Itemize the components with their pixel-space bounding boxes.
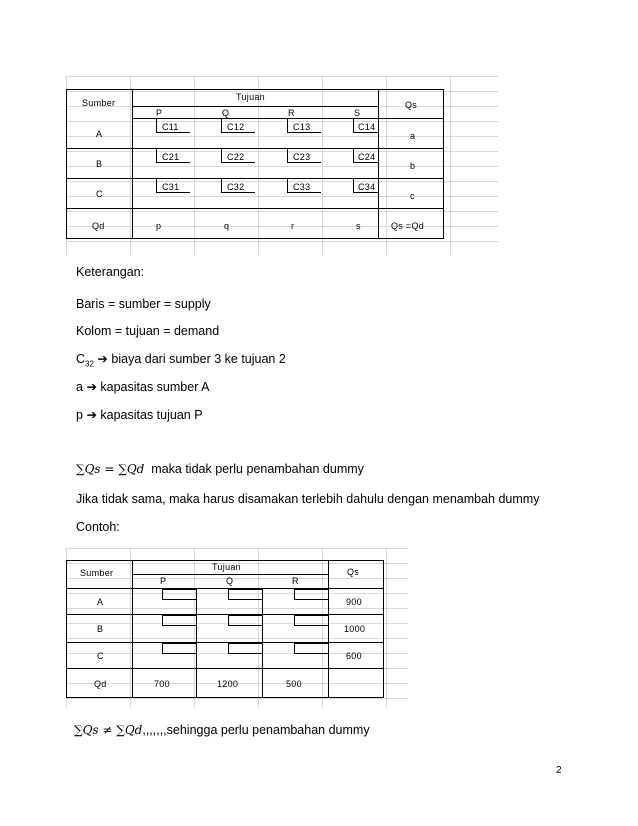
cost-cell: C21 xyxy=(162,152,180,162)
demand-r: r xyxy=(291,221,295,231)
row-label-c: C xyxy=(96,189,103,199)
cost-cell: C23 xyxy=(293,152,311,162)
arrow-icon: ➔ xyxy=(97,352,108,366)
demand-q: q xyxy=(224,221,230,231)
dest-col-p: P xyxy=(160,576,167,586)
contoh-label: Contoh: xyxy=(76,520,120,534)
keterangan-line-3: $C_{32}$ ➔ biaya dari sumber 3 ke tujuan 2 xyxy=(76,352,286,369)
dest-col-s: S xyxy=(354,108,361,118)
qs-equals-qd: Qs =Qd xyxy=(391,221,425,231)
arrow-icon: ➔ xyxy=(86,380,97,394)
row-label-b: B xyxy=(96,159,103,169)
cost-cell: C12 xyxy=(227,122,245,132)
demand-q: 1200 xyxy=(217,679,239,689)
qd-label: Qd xyxy=(94,679,107,689)
arrow-icon: ➔ xyxy=(86,408,97,422)
keterangan-line-2: Kolom = tujuan = demand xyxy=(76,324,220,338)
keterangan-line-1: Baris = sumber = supply xyxy=(76,297,211,311)
spreadsheet-grid xyxy=(66,76,498,254)
sum-formula: ∑Qs ≠ ∑Qd xyxy=(74,723,143,737)
supply-b: 1000 xyxy=(344,624,366,634)
cost-cell: C11 xyxy=(162,122,179,132)
dest-col-q: Q xyxy=(222,108,230,118)
dest-col-r: R xyxy=(288,108,295,118)
notequal-sentence: Jika tidak sama, maka harus disamakan terlebih dahulu dengan menambah dummy xyxy=(76,492,540,506)
row-label-b: B xyxy=(97,624,104,634)
cost-cell: C14 xyxy=(358,122,376,132)
page-number: 2 xyxy=(556,765,562,776)
cost-cell: C13 xyxy=(293,122,311,132)
row-label-a: A xyxy=(97,597,104,607)
cost-cell: C31 xyxy=(162,182,180,192)
supply-b: b xyxy=(410,161,416,171)
supply-c: 600 xyxy=(346,651,362,661)
keterangan-title: Keterangan: xyxy=(76,265,145,279)
dest-col-p: P xyxy=(156,108,163,118)
dest-col-r: R xyxy=(292,576,299,586)
cost-cell: C24 xyxy=(358,152,376,162)
header-tujuan: Tujuan xyxy=(212,562,241,572)
header-tujuan: Tujuan xyxy=(236,92,265,102)
row-label-c: C xyxy=(97,651,104,661)
header-sumber: Sumber xyxy=(80,568,114,578)
header-qs: Qs xyxy=(347,567,360,577)
cost-cell: C33 xyxy=(293,182,311,192)
keterangan-line-4: a ➔ kapasitas sumber A xyxy=(76,380,210,394)
demand-r: 500 xyxy=(286,679,302,689)
keterangan-line-5: p ➔ kapasitas tujuan P xyxy=(76,408,203,422)
demand-p: p xyxy=(156,221,162,231)
cost-cell: C22 xyxy=(227,152,245,162)
notequal-condition: ∑Qs ≠ ∑Qd,,,,,,,sehingga perlu penambahan dummy xyxy=(74,723,370,737)
supply-c: c xyxy=(410,191,415,201)
sum-formula: ∑Qs = ∑Qd xyxy=(76,462,145,476)
demand-p: 700 xyxy=(154,679,170,689)
header-sumber: Sumber xyxy=(82,98,116,108)
demand-s: s xyxy=(356,221,361,231)
supply-a: a xyxy=(410,131,416,141)
cost-cell: C34 xyxy=(358,182,376,192)
header-qs: Qs xyxy=(405,100,418,110)
qd-label: Qd xyxy=(92,221,105,231)
supply-a: 900 xyxy=(346,597,362,607)
equal-condition: ∑Qs = ∑Qd maka tidak perlu penambahan dummy xyxy=(76,462,364,476)
dest-col-q: Q xyxy=(226,576,234,586)
row-label-a: A xyxy=(96,129,103,139)
cost-cell: C32 xyxy=(227,182,245,192)
